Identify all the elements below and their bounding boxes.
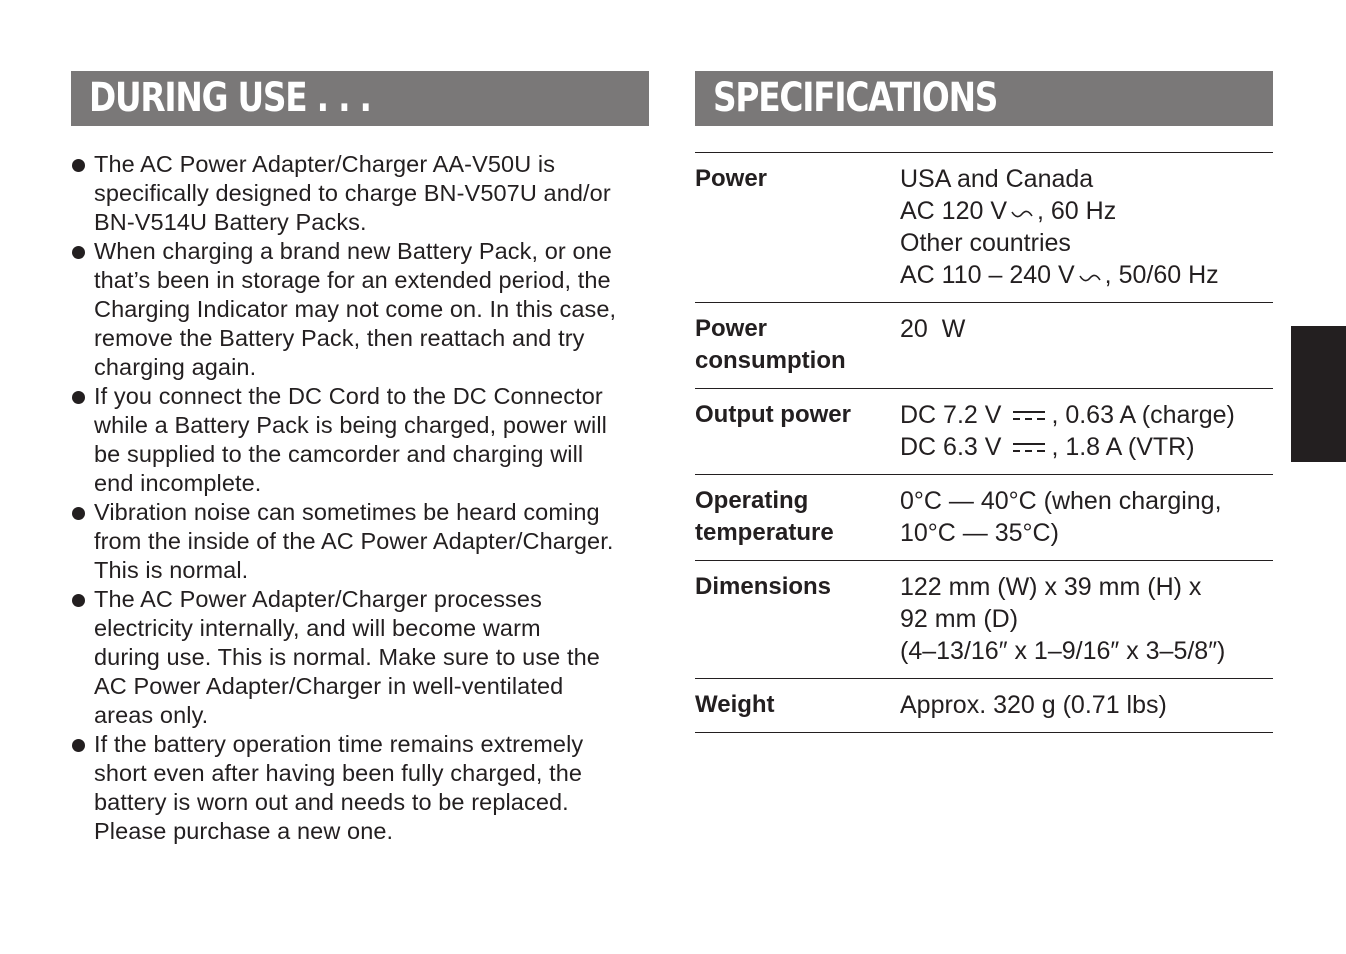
specifications-section: [695, 71, 1273, 733]
spec-value-weight: Approx. 320 g (0.71 lbs): [900, 691, 1167, 719]
bullet-dot-icon: [72, 391, 85, 404]
list-item: Vibration noise can sometimes be heard coming from the inside of the AC Power Adapter/Charger. This is normal.: [71, 498, 649, 585]
page-side-tab: [1291, 326, 1346, 462]
list-item: If the battery operation time remains extremely short even after having been fully charged, the battery is worn out and needs to be replaced. Please purchase a new one.: [71, 730, 649, 846]
bullet-dot-icon: [72, 246, 85, 259]
bullet-dot-icon: [72, 507, 85, 520]
table-row: [695, 679, 1273, 733]
list-item: If you connect the DC Cord to the DC Connector while a Battery Pack is being charged, power will be supplied to the camcorder and charging will end incomplete.: [71, 382, 649, 498]
spec-label-output: Output power: [695, 401, 851, 428]
bullet-dot-icon: [72, 159, 85, 172]
spec-label-power: Power: [695, 165, 768, 192]
list-item: When charging a brand new Battery Pack, or one that’s been in storage for an extended period, the Charging Indicator may not come on. In this case, remove the Battery Pack, then reattach and try charging again.: [71, 237, 649, 382]
spec-label-weight: Weight: [695, 691, 775, 718]
table-row: [695, 389, 1273, 475]
during-use-heading: DURING USE . . .: [71, 71, 649, 126]
during-use-section: [71, 71, 649, 846]
spec-label-temperature: Operating temperature: [695, 487, 834, 546]
spec-value-consumption: 20 W: [900, 315, 966, 343]
spec-value-power: USA and Canada AC 120 V , 60 Hz Other countries AC 110 – 240 V , 50/60 Hz: [900, 165, 1219, 289]
dc-current-icon: [1011, 407, 1047, 423]
bullet-dot-icon: [72, 739, 85, 752]
spec-value-dimensions: 122 mm (W) x 39 mm (H) x 92 mm (D) (4–13/16″ x 1–9/16″ x 3–5/8″): [900, 573, 1226, 665]
table-row: [695, 153, 1273, 303]
specifications-table: [695, 152, 1273, 733]
list-item: The AC Power Adapter/Charger AA-V50U is specifically designed to charge BN-V507U and/or BN-V514U Battery Packs.: [71, 150, 649, 237]
bullet-dot-icon: [72, 594, 85, 607]
spec-value-temperature: 0°C — 40°C (when charging, 10°C — 35°C): [900, 487, 1222, 547]
dc-current-icon: [1011, 439, 1047, 455]
table-row: [695, 475, 1273, 561]
during-use-list: [71, 150, 649, 846]
list-item: The AC Power Adapter/Charger processes electricity internally, and will become warm during use. This is normal. Make sure to use the AC Power Adapter/Charger in well-ventilated areas only.: [71, 585, 649, 730]
spec-label-dimensions: Dimensions: [695, 573, 832, 600]
specifications-heading: SPECIFICATIONS: [695, 71, 1273, 126]
spec-value-output: DC 7.2 V , 0.63 A (charge) DC 6.3 V , 1.8 A (VTR): [900, 401, 1235, 461]
table-row: [695, 561, 1273, 679]
spec-label-consumption: Power consumption: [695, 315, 846, 374]
ac-current-icon: [1009, 207, 1035, 221]
ac-current-icon: [1077, 271, 1103, 285]
table-row: [695, 303, 1273, 389]
